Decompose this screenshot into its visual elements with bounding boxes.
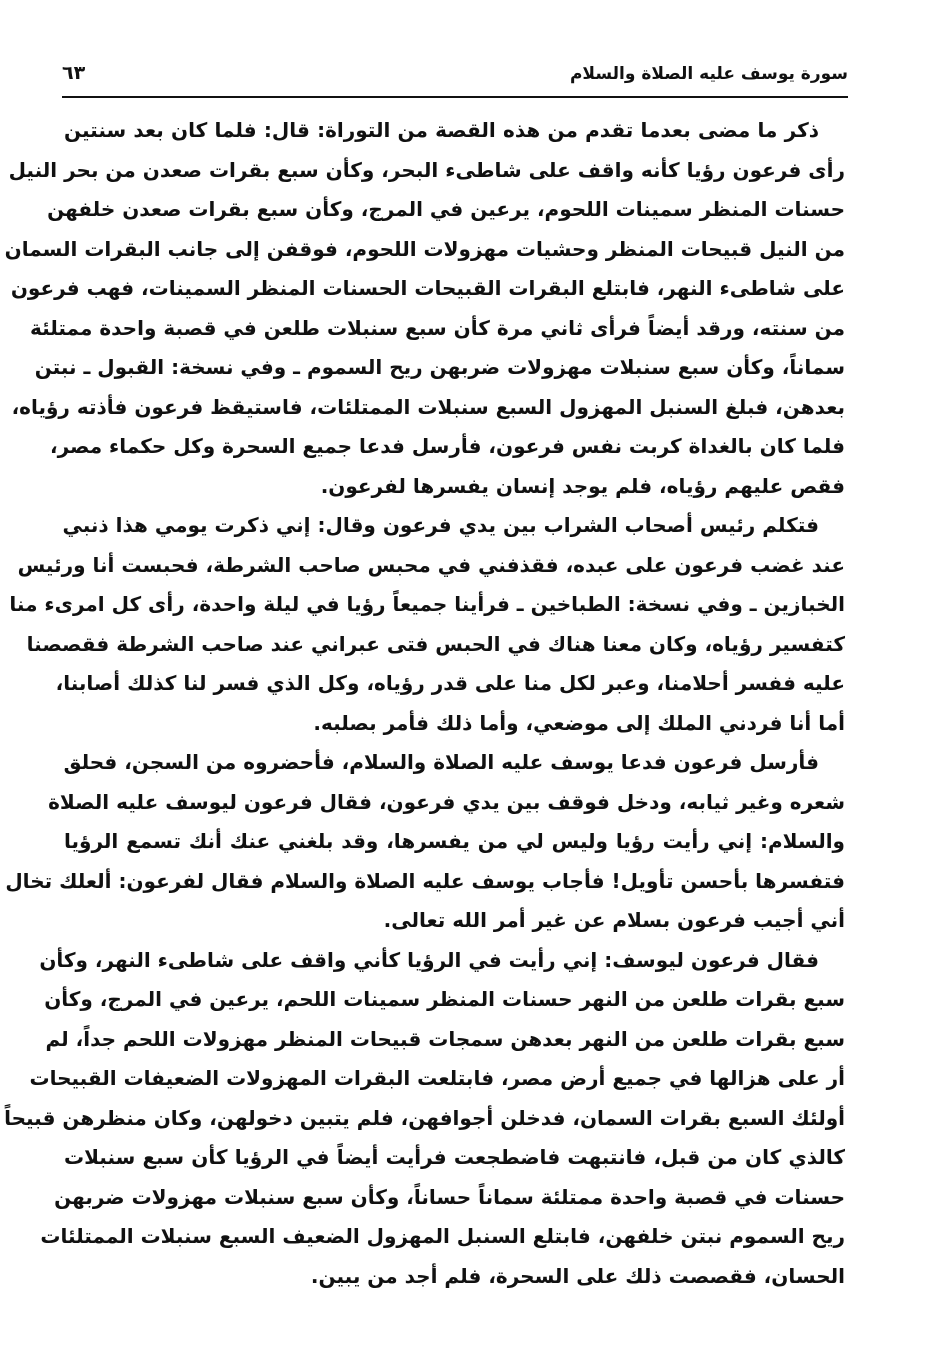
text-line: أولئك السبع بقرات السمان، فدخلن أجوافهن، فلم يتبين دخولهن، وكان منظرهن قبيحاً [4,1105,845,1130]
paragraph [9,506,845,743]
paragraph [5,743,845,941]
text-line: أر على هزالها في جميع أرض مصر، فابتلعت البقرات المهزولات الضعيفات القبيحات [29,1066,845,1090]
text-line: سبع بقرات طلعن من النهر بعدهن سمجات قبيحات المنظر مهزولات اللحم جداً، لم [45,1026,845,1051]
page-header [62,58,848,98]
text-line: فتفسرها بأحسن تأويل! فأجاب يوسف عليه الصلاة والسلام فقال لفرعون: ألعلك تخال [5,868,845,893]
text-line: عليه ففسر أحلامنا، وعبر لكل منا على قدر رؤياه، وكل الذي فسر لنا كذلك أصابنا، [55,671,845,695]
text-line: أني أجيب فرعون بسلام عن غير أمر الله تعالى. [383,908,845,932]
text-line: فتكلم رئيس أصحاب الشراب بين يدي فرعون وقال: إني ذكرت يومي هذا ذنبي [62,513,819,537]
text-line: من النيل قبيحات المنظر وحشيات مهزولات اللحوم، فوقفن إلى جانب البقرات السمان [4,236,845,261]
text-line: الحسان، فقصصت ذلك على السحرة، فلم أجد من يبين. [310,1263,845,1288]
page-number: ٦٣ [62,62,86,84]
text-line: فلما كان بالغداة كربت نفس فرعون، فأرسل فدعا جميع السحرة وكل حكماء مصر، [49,434,845,458]
text-line: كالذي كان من قبل، فانتبهت فاضطجعت فرأيت أيضاً في الرؤيا كأن سبع سنبلات [64,1145,845,1169]
text-line: الخبازين ـ وفي نسخة: الطباخين ـ فرأينا جميعاً رؤيا في ليلة واحدة، رأى كل امرىء منا [9,592,845,616]
text-line: حسنات المنظر سمينات اللحوم، يرعين في المرج، وكأن سبع بقرات صعدن خلفهن [47,197,845,221]
text-line: عند غضب فرعون على عبده، فقذفني في محبس صاحب الشرطة، فحبست أنا ورئيس [17,552,845,577]
text-line: بعدهن، فبلغ السنبل المهزول السبع سنبلات الممتلئات، فاستيقظ فرعون فأذته رؤياه، [11,394,845,419]
header-rule [62,96,848,98]
text-line: فقص عليهم رؤياه، فلم يوجد إنسان يفسرها لفرعون. [320,473,845,498]
text-line: ذكر ما مضى بعدما تقدم من هذه القصة من التوراة: قال: فلما كان بعد سنتين [64,118,819,142]
text-line: شعره وغير ثيابه، ودخل فوقف بين يدي فرعون، فقال فرعون ليوسف عليه الصلاة [48,789,845,814]
text-line: كتفسير رؤياه، وكان معنا هناك في الحبس فتى عبراني عند صاحب الشرطة فقصصنا [26,631,845,656]
text-line: رأى فرعون رؤيا كأنه واقف على شاطىء البحر، وكأن سبع بقرات صعدن من بحر النيل [8,157,845,182]
text-line: سبع بقرات طلعن من النهر حسنات المنظر سمينات اللحم، يرعين في المرج، وكأن [44,987,845,1011]
text-line: فأرسل فرعون فدعا يوسف عليه الصلاة والسلام، فأحضروه من السجن، فحلق [63,750,819,774]
text-line: حسنات في قصبة واحدة ممتلئة سماناً حساناً، وكأن سبع سنبلات مهزولات ضربهن [54,1184,845,1209]
text-line: على شاطىء النهر، فابتلع البقرات القبيحات الحسنات المنظر السمينات، فهب فرعون [10,276,845,300]
text-line: والسلام: إني رأيت رؤيا وليس لي من يفسرها، وقد بلغني عنك أنك تسمع الرؤيا [64,829,845,853]
paragraph [4,941,845,1297]
page-body [4,111,845,1296]
text-line: سماناً، وكأن سبع سنبلات مهزولات ضربهن ريح السموم ـ وفي نسخة: القبول ـ نبتن [34,355,845,379]
text-line: من سنته، ورقد أيضاً فرأى ثاني مرة كأن سبع سنبلات طلعن في قصبة واحدة ممتلئة [29,315,845,340]
text-line: فقال فرعون ليوسف: إني رأيت في الرؤيا كأني واقف على شاطىء النهر، وكأن [39,947,819,972]
running-title: سورة يوسف عليه الصلاة والسلام [569,64,848,84]
paragraph [4,111,845,506]
text-line: ريح السموم نبتن خلفهن، فابتلع السنبل المهزول الضعيف السبع سنبلات الممتلئات [40,1224,845,1248]
text-line: أما أنا فردني الملك إلى موضعي، وأما ذلك فأمر بصلبه. [313,710,845,735]
